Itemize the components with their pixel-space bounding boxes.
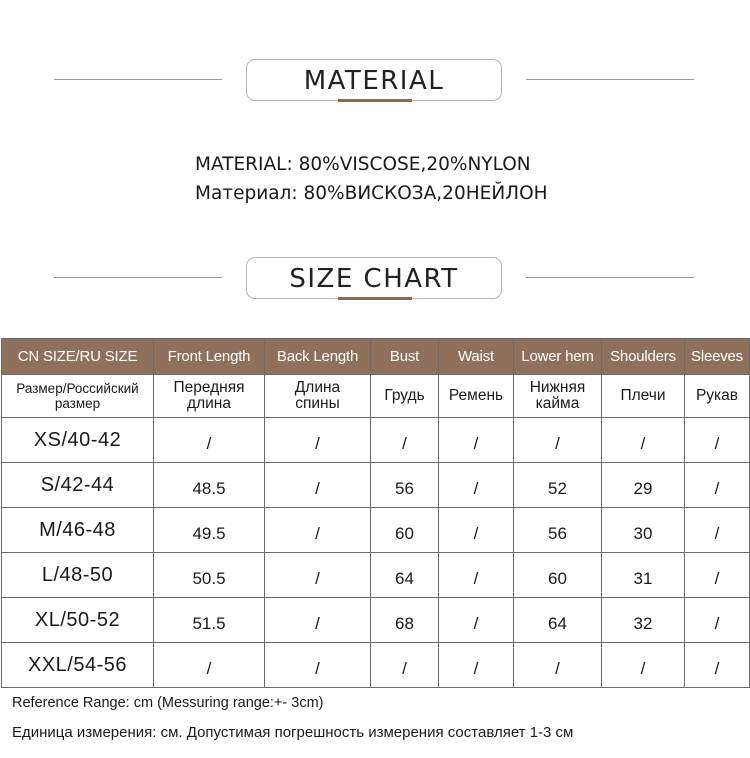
subheader-cell bbox=[154, 375, 265, 418]
subheader-line: Передняя bbox=[173, 379, 245, 396]
subheader-cell bbox=[265, 375, 371, 418]
measurement-cell: / bbox=[439, 643, 514, 688]
measurement-cell: / bbox=[265, 553, 371, 598]
measurement-cell: / bbox=[685, 598, 750, 643]
subheader-line: кайма bbox=[535, 395, 580, 412]
table-row bbox=[2, 463, 750, 508]
table-subheader-row bbox=[2, 375, 750, 418]
measurement-cell: 32 bbox=[602, 598, 685, 643]
subheader-line: Грудь bbox=[384, 387, 425, 404]
header-cell: Bust bbox=[371, 339, 439, 375]
header-cell: Lower hem bbox=[514, 339, 602, 375]
header-cell: Waist bbox=[439, 339, 514, 375]
measurement-cell: / bbox=[685, 643, 750, 688]
size-label-cell: XXL/54-56 bbox=[2, 643, 154, 688]
measurement-cell: 60 bbox=[514, 553, 602, 598]
subheader-cell bbox=[439, 375, 514, 418]
measurement-cell: 56 bbox=[514, 508, 602, 553]
header-cell: Shoulders bbox=[602, 339, 685, 375]
measurement-cell: / bbox=[265, 643, 371, 688]
measurement-cell: / bbox=[685, 508, 750, 553]
measurement-cell: / bbox=[602, 643, 685, 688]
measurement-cell: 56 bbox=[371, 463, 439, 508]
note-ru: Единица измерения: см. Допустимая погрешность измерения составляет 1-3 см bbox=[12, 724, 574, 741]
measurement-cell: / bbox=[514, 418, 602, 463]
measurement-cell: / bbox=[265, 463, 371, 508]
table-row bbox=[2, 643, 750, 688]
material-line-ru bbox=[195, 183, 548, 204]
size-label-cell: M/46-48 bbox=[2, 508, 154, 553]
measurement-cell: 52 bbox=[514, 463, 602, 508]
table-row bbox=[2, 418, 750, 463]
subheader-line: Плечи bbox=[620, 387, 666, 404]
measurement-cell: / bbox=[602, 418, 685, 463]
subheader-line: Рукав bbox=[695, 387, 739, 404]
measurement-cell: / bbox=[371, 418, 439, 463]
subheader-cell bbox=[685, 375, 750, 418]
size-label-cell: S/42-44 bbox=[2, 463, 154, 508]
measurement-cell: 68 bbox=[371, 598, 439, 643]
size-label-cell: XL/50-52 bbox=[2, 598, 154, 643]
measurement-cell: 60 bbox=[371, 508, 439, 553]
measurement-cell: / bbox=[265, 508, 371, 553]
measurement-cell: 64 bbox=[514, 598, 602, 643]
size-label-cell: L/48-50 bbox=[2, 553, 154, 598]
material-title-accent bbox=[338, 99, 412, 102]
subheader-line: Размер/Российский bbox=[16, 381, 139, 396]
measurement-cell: / bbox=[154, 643, 265, 688]
header-cell: CN SIZE/RU SIZE bbox=[2, 339, 154, 375]
header-cell: Back Length bbox=[265, 339, 371, 375]
material-title: MATERIAL bbox=[303, 66, 445, 96]
size-chart-title-box bbox=[246, 257, 502, 299]
material-ru-value: 80%ВИСКОЗА,20НЕЙЛОН bbox=[303, 183, 548, 204]
measurement-cell: 64 bbox=[371, 553, 439, 598]
subheader-line: длина bbox=[187, 395, 231, 412]
subheader-line: Ремень bbox=[448, 387, 504, 404]
measurement-cell: / bbox=[439, 598, 514, 643]
material-ru-label: Материал: bbox=[195, 183, 298, 204]
table-row bbox=[2, 508, 750, 553]
subheader-line: Нижняя bbox=[529, 379, 586, 396]
note-en: Reference Range: cm (Messuring range:+- 3cm) bbox=[12, 695, 324, 711]
header-cell: Front Length bbox=[154, 339, 265, 375]
size-chart-title: SIZE CHART bbox=[289, 264, 459, 294]
table-row bbox=[2, 598, 750, 643]
measurement-cell: / bbox=[439, 463, 514, 508]
subheader-cell bbox=[371, 375, 439, 418]
measurement-cell: / bbox=[439, 418, 514, 463]
table-header-row bbox=[2, 339, 750, 375]
measurement-cell: 51.5 bbox=[154, 598, 265, 643]
subheader-cell bbox=[514, 375, 602, 418]
material-title-box bbox=[246, 59, 502, 101]
measurement-cell: / bbox=[514, 643, 602, 688]
material-divider-left bbox=[54, 79, 222, 80]
measurement-cell: / bbox=[154, 418, 265, 463]
measurement-cell: / bbox=[265, 418, 371, 463]
measurement-cell: 48.5 bbox=[154, 463, 265, 508]
measurement-cell: 31 bbox=[602, 553, 685, 598]
measurement-cell: 30 bbox=[602, 508, 685, 553]
material-en-label: MATERIAL: bbox=[195, 154, 293, 175]
size-divider-right bbox=[526, 277, 694, 278]
measurement-cell: 29 bbox=[602, 463, 685, 508]
measurement-cell: 49.5 bbox=[154, 508, 265, 553]
material-line-en bbox=[195, 154, 531, 175]
size-chart-title-accent bbox=[338, 297, 412, 300]
measurement-cell: / bbox=[685, 418, 750, 463]
subheader-cell bbox=[2, 375, 154, 418]
table-row bbox=[2, 553, 750, 598]
subheader-cell bbox=[602, 375, 685, 418]
subheader-line: размер bbox=[54, 396, 101, 411]
material-divider-right bbox=[526, 79, 694, 80]
material-en-value: 80%VISCOSE,20%NYLON bbox=[298, 154, 531, 175]
measurement-cell: / bbox=[685, 553, 750, 598]
measurement-cell: / bbox=[685, 463, 750, 508]
size-label-cell: XS/40-42 bbox=[2, 418, 154, 463]
subheader-line: спины bbox=[295, 395, 340, 412]
size-chart-table bbox=[1, 338, 750, 688]
subheader-line: Длина bbox=[294, 379, 341, 396]
measurement-cell: 50.5 bbox=[154, 553, 265, 598]
measurement-cell: / bbox=[265, 598, 371, 643]
header-cell: Sleeves bbox=[685, 339, 750, 375]
measurement-cell: / bbox=[439, 508, 514, 553]
measurement-cell: / bbox=[439, 553, 514, 598]
size-divider-left bbox=[54, 277, 222, 278]
measurement-cell: / bbox=[371, 643, 439, 688]
